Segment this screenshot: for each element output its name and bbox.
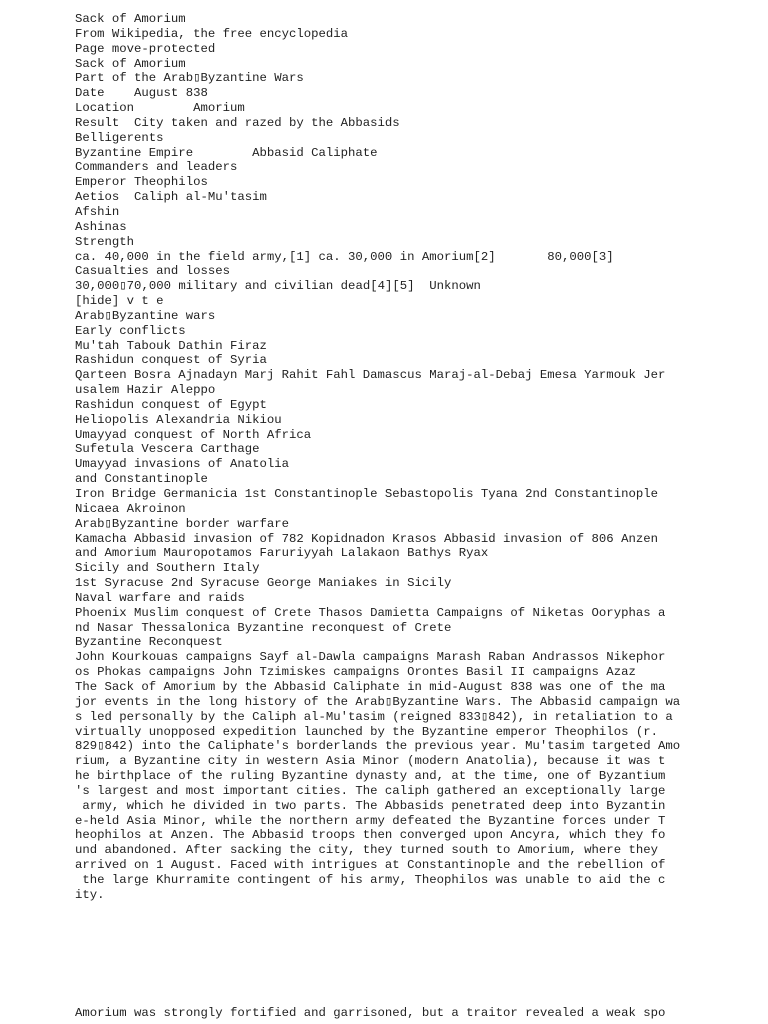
text-line: Sack of Amorium [75,12,186,26]
text-line: Phoenix Muslim conquest of Crete Thasos Damietta Campaigns of Niketas Ooryphas a [75,605,666,620]
text-line: Ashinas [75,219,127,234]
text-line: Umayyad invasions of Anatolia [75,457,290,472]
text-line: Date August 838 [75,86,208,101]
text-line: Sufetula Vescera Carthage [75,442,260,457]
text-line: Nicaea Akroinon [75,501,186,516]
text-line: Sicily and Southern Italy [75,561,260,576]
text-line: virtually unopposed expedition launched by the Byzantine emperor Theophilos (r. [75,724,658,739]
text-line: ity. [75,887,105,902]
text-line: rium, a Byzantine city in western Asia Minor (modern Anatolia), because it was t [75,754,666,769]
text-line: Result City taken and razed by the Abbasids [75,115,400,130]
text-line: Sack of Amorium [75,56,186,71]
text-line: arrived on 1 August. Faced with intrigues at Constantinople and the rebellion of [75,858,666,873]
text-line: ca. 40,000 in the field army,[1] ca. 30,000 in Amorium[2] 80,000[3] [75,249,614,264]
text-line: Qarteen Bosra Ajnadayn Marj Rahit Fahl Damascus Maraj-al-Debaj Emesa Yarmouk Jer [75,368,666,383]
text-line: Afshin [75,204,120,219]
text-line: Umayyad conquest of North Africa [75,427,312,442]
text-line: Part of the Arab▯Byzantine Wars [75,71,304,86]
text-line: Arab▯Byzantine wars [75,308,216,323]
text-line: and Constantinople [75,472,208,487]
text-line: Page move-protected [75,41,216,56]
text-line: s led personally by the Caliph al-Mu'tasim (reigned 833▯842), in retaliation to a [75,709,673,724]
text-line: Heliopolis Alexandria Nikiou [75,412,282,427]
text-line-continuation: Amorium was strongly fortified and garrisoned, but a traitor revealed a weak spo [75,1006,666,1020]
text-line: os Phokas campaigns John Tzimiskes campaigns Orontes Basil II campaigns Azaz [75,665,636,680]
text-line: Naval warfare and raids [75,590,245,605]
text-line: The Sack of Amorium by the Abbasid Caliphate in mid-August 838 was one of the ma [75,679,666,694]
text-line: Strength [75,234,135,249]
text-line: 829▯842) into the Caliphate's borderlands the previous year. Mu'tasim targeted Amo [75,739,681,754]
text-line: From Wikipedia, the free encyclopedia [75,26,349,41]
text-line: Belligerents [75,130,164,145]
text-line: Aetios Caliph al-Mu'tasim [75,190,267,205]
text-line: Casualties and losses [75,264,230,279]
text-line: the large Khurramite contingent of his army, Theophilos was unable to aid the c [75,872,666,887]
text-line: Rashidun conquest of Syria [75,353,267,368]
text-line: Byzantine Empire Abbasid Caliphate [75,145,378,160]
text-line: Location Amorium [75,101,245,116]
text-line: army, which he divided in two parts. The Abbasids penetrated deep into Byzantin [75,798,666,813]
text-line: Arab▯Byzantine border warfare [75,516,290,531]
text-line: 30,000▯70,000 military and civilian dead[4][5] Unknown [75,279,481,294]
text-line: Emperor Theophilos [75,175,208,190]
text-line: e-held Asia Minor, while the northern army defeated the Byzantine forces under T [75,813,666,828]
text-line: 's largest and most important cities. The caliph gathered an exceptionally large [75,783,666,798]
text-line: Iron Bridge Germanicia 1st Constantinople Sebastopolis Tyana 2nd Constantinople [75,487,658,501]
text-line: [hide] v t e [75,294,164,309]
text-line: Byzantine Reconquest [75,635,223,650]
text-line: and Amorium Mauropotamos Faruriyyah Lalakaon Bathys Ryax [75,546,489,561]
text-line: nd Nasar Thessalonica Byzantine reconquest of Crete [75,620,452,635]
text-line: he birthplace of the ruling Byzantine dynasty and, at the time, one of Byzantium [75,769,666,784]
text-line: Kamacha Abbasid invasion of 782 Kopidnadon Krasos Abbasid invasion of 806 Anzen [75,531,658,546]
text-line: heophilos at Anzen. The Abbasid troops then converged upon Ancyra, which they fo [75,828,666,843]
text-line: 1st Syracuse 2nd Syracuse George Maniakes in Sicily [75,576,452,591]
text-line: Mu'tah Tabouk Dathin Firaz [75,338,267,353]
document-body [75,12,765,903]
text-line: John Kourkouas campaigns Sayf al-Dawla campaigns Marash Raban Andrassos Nikephor [75,650,666,665]
text-line: usalem Hazir Aleppo [75,383,216,398]
text-line: und abandoned. After sacking the city, they turned south to Amorium, where they [75,843,658,858]
text-line: Early conflicts [75,323,186,338]
text-line: jor events in the long history of the Arab▯Byzantine Wars. The Abbasid campaign wa [75,694,681,709]
text-line: Commanders and leaders [75,160,238,175]
text-line: Rashidun conquest of Egypt [75,397,267,412]
